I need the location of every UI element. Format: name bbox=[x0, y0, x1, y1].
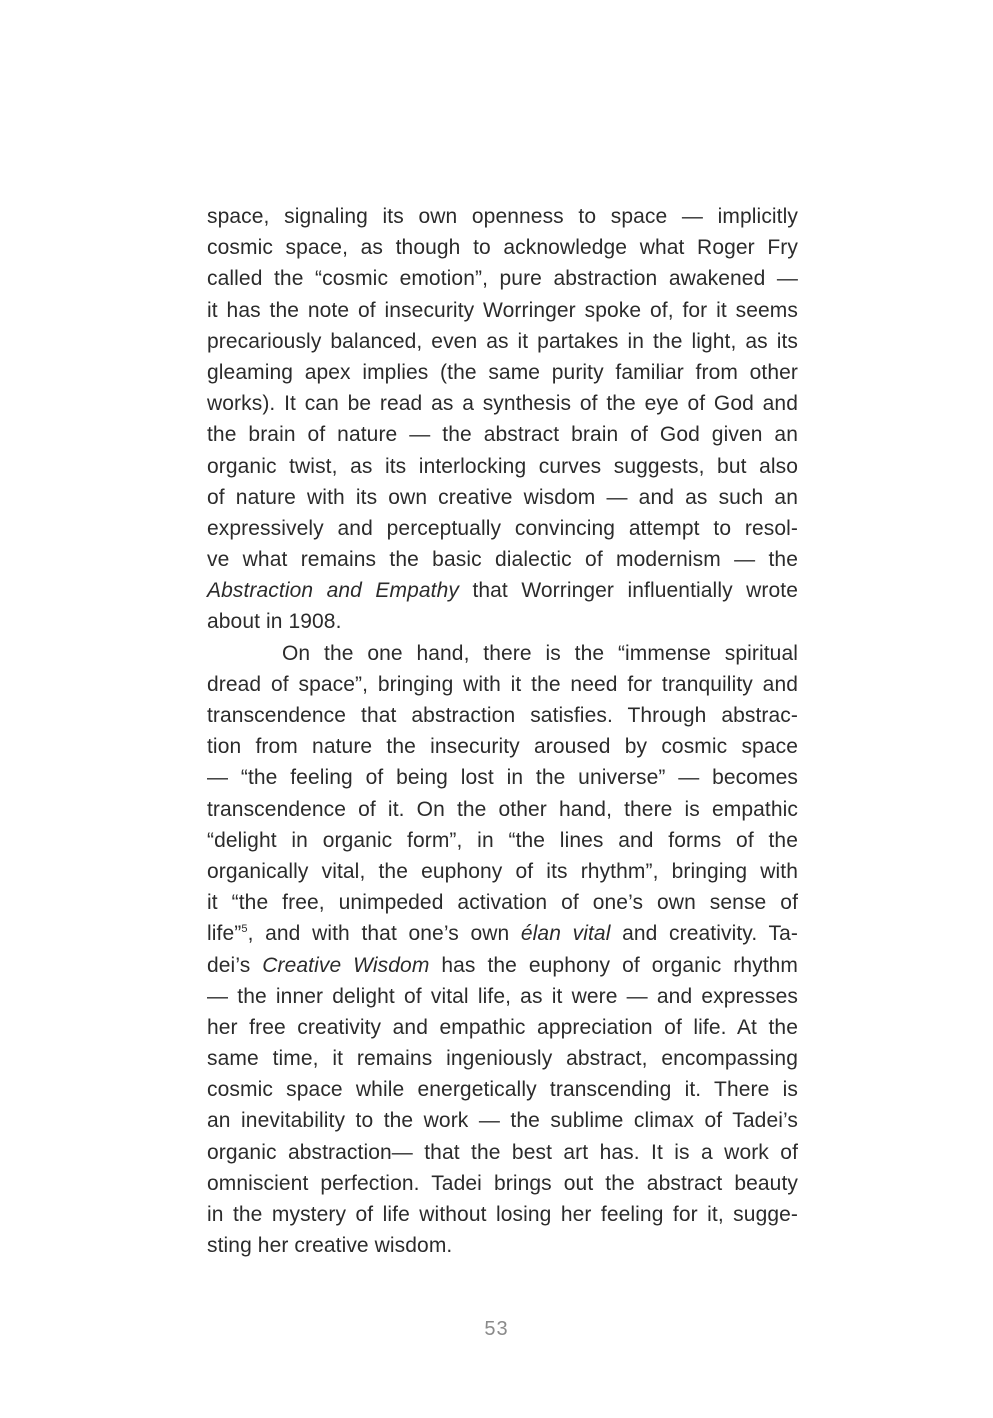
text-line: sting her creative wisdom. bbox=[207, 1234, 453, 1258]
text-line: omniscient perfection. Tadei brings out the abstract beauty bbox=[207, 1171, 798, 1195]
text-line: the brain of nature — the abstract brain of God given an bbox=[207, 423, 798, 447]
text-line: space, signaling its own openness to space — implicitly bbox=[207, 205, 798, 228]
text-line: ve what remains the basic dialectic of modernism — the bbox=[207, 548, 798, 572]
page-number: 53 bbox=[484, 1318, 509, 1340]
text-line: precariously balanced, even as it partakes in the light, as its bbox=[207, 329, 798, 353]
text-line: of nature with its own creative wisdom — and as such an bbox=[207, 485, 798, 509]
text-line: same time, it remains ingeniously abstract, encompassing bbox=[207, 1047, 798, 1071]
text-line bbox=[207, 918, 798, 949]
text-line: On the one hand, there is the “immense spiritual bbox=[282, 641, 798, 665]
text-line: in the mystery of life without losing her feeling for it, sugge- bbox=[207, 1203, 798, 1226]
text-fragment: that Worringer influentially wrote bbox=[458, 579, 798, 603]
text-fragment: , and with that one’s own bbox=[247, 922, 521, 946]
text-fragment: and creativity. Ta- bbox=[610, 922, 798, 946]
text-line: an inevitability to the work — the sublime climax of Tadei’s bbox=[207, 1109, 798, 1133]
text-line: — “the feeling of being lost in the universe” — becomes bbox=[207, 766, 798, 790]
text-line: transcendence that abstraction satisfies. Through abstrac- bbox=[207, 704, 798, 727]
text-line: transcendence of it. On the other hand, there is empathic bbox=[207, 797, 798, 821]
text-line: tion from nature the insecurity aroused by cosmic space bbox=[207, 735, 798, 759]
text-line: cosmic space while energetically transcending it. There is bbox=[207, 1078, 798, 1102]
text-line: “delight in organic form”, in “the lines and forms of the bbox=[207, 828, 798, 852]
text-line: organically vital, the euphony of its rhythm”, bringing with bbox=[207, 859, 798, 883]
artwork-title: Creative Wisdom bbox=[262, 953, 430, 977]
text-line: organic abstraction— that the best art has. It is a work of bbox=[207, 1140, 798, 1164]
text-line: her free creativity and empathic appreciation of life. At the bbox=[207, 1015, 798, 1039]
text-fragment: life” bbox=[207, 922, 242, 946]
text-line: gleaming apex implies (the same purity familiar from other bbox=[207, 360, 798, 384]
text-line bbox=[207, 575, 798, 606]
body-text bbox=[207, 201, 798, 1261]
text-line: organic twist, as its interlocking curves suggests, but also bbox=[207, 454, 798, 478]
text-line: works). It can be read as a synthesis of the eye of God and bbox=[207, 392, 798, 416]
text-line: cosmic space, as though to acknowledge what Roger Fry bbox=[207, 236, 798, 260]
footnote-reference: 5 bbox=[241, 923, 248, 936]
text-fragment: dei’s bbox=[207, 953, 263, 977]
text-line: about in 1908. bbox=[207, 610, 342, 634]
text-line: called the “cosmic emotion”, pure abstraction awakened — bbox=[207, 267, 798, 291]
text-line: it has the note of insecurity Worringer spoke of, for it seems bbox=[207, 298, 798, 322]
italic-term: élan vital bbox=[520, 922, 611, 946]
text-line: it “the free, unimpeded activation of one’s own sense of bbox=[207, 891, 798, 915]
text-line: expressively and perceptually convincing attempt to resol- bbox=[207, 516, 798, 540]
text-line bbox=[207, 950, 798, 981]
text-fragment: has the euphony of organic rhythm bbox=[429, 953, 799, 977]
book-title: Abstraction and Empathy bbox=[207, 579, 459, 603]
text-line: — the inner delight of vital life, as it were — and expresses bbox=[207, 984, 798, 1008]
text-line: dread of space”, bringing with it the need for tranquility and bbox=[207, 672, 798, 696]
